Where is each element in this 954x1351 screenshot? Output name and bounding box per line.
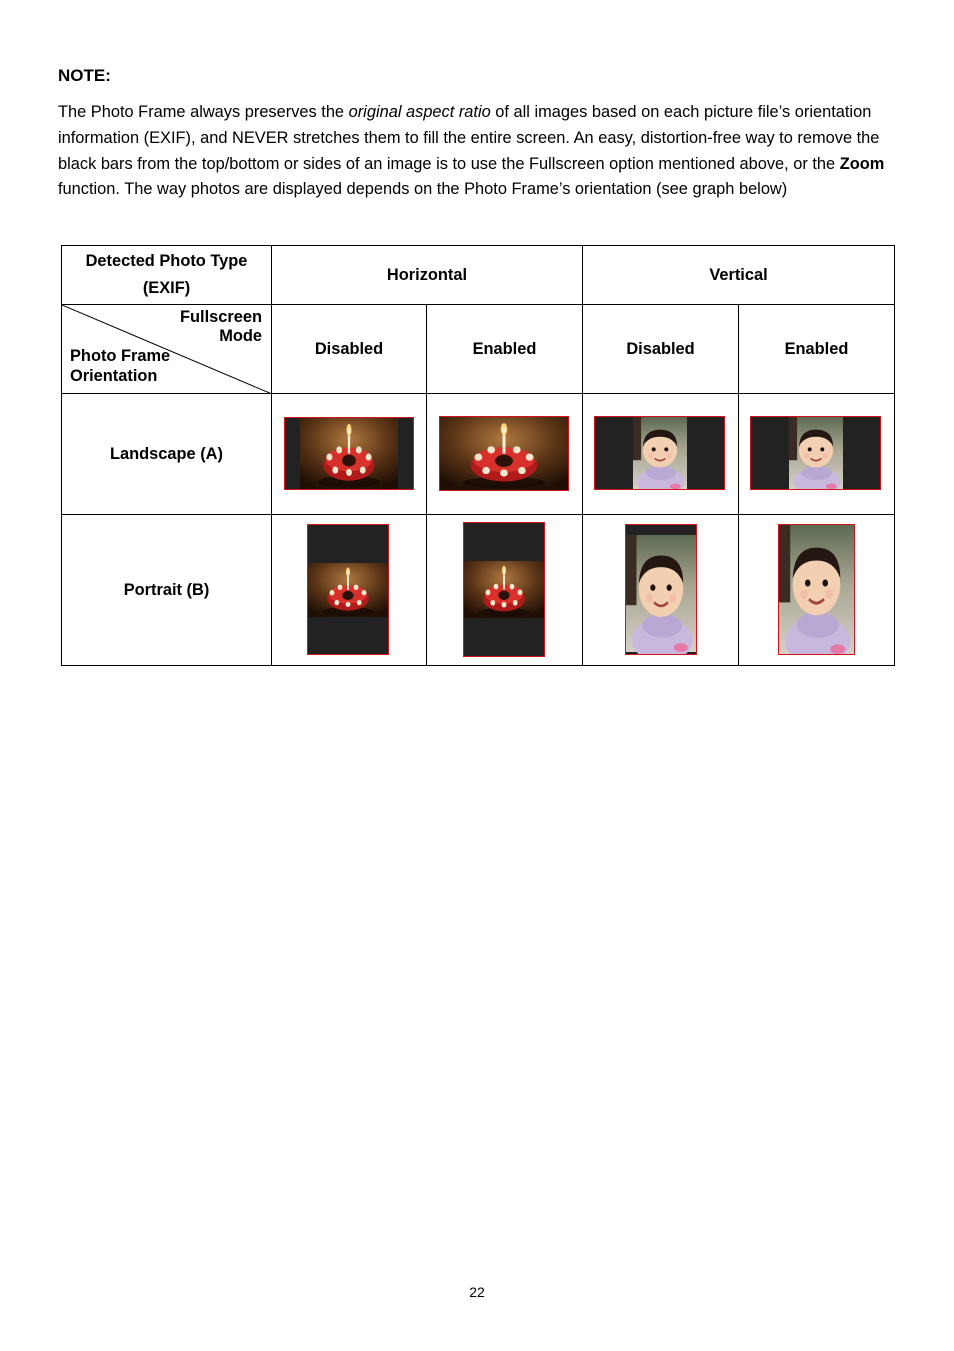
portrait-horizontal-enabled-cell (427, 515, 583, 666)
portrait-cake-letterboxed (307, 524, 389, 655)
col-vertical-enabled: Enabled (739, 305, 895, 394)
portrait-vertical-disabled-cell (583, 515, 739, 666)
portrait-baby-letterboxed (625, 524, 697, 655)
note-title: NOTE: (58, 66, 111, 85)
portrait-vertical-enabled-cell (739, 515, 895, 666)
note-text-1: The Photo Frame always preserves the (58, 103, 349, 121)
landscape-horizontal-enabled-cell (427, 394, 583, 515)
note-bold-zoom: Zoom (839, 154, 885, 173)
landscape-horizontal-disabled-cell (272, 394, 427, 515)
fullscreen-line-1: Fullscreen (180, 308, 262, 326)
landscape-cake-pillarboxed (284, 417, 414, 490)
frame-line-1: Photo Frame (70, 347, 171, 365)
row-label-portrait: Portrait (B) (62, 515, 272, 666)
note-italic-phrase: original aspect ratio (348, 103, 491, 121)
landscape-baby-fullscreen (750, 416, 881, 490)
landscape-baby-pillarboxed (594, 416, 725, 490)
portrait-horizontal-disabled-cell (272, 515, 427, 666)
frame-line-2: Orientation (70, 367, 158, 385)
note-paragraph (58, 100, 894, 203)
header-line-1: Detected Photo Type (85, 252, 248, 270)
vertical-header: Vertical (583, 246, 895, 305)
fullscreen-mode-label (180, 308, 262, 346)
col-vertical-disabled: Disabled (583, 305, 739, 394)
landscape-vertical-disabled-cell (583, 394, 739, 515)
page-number: 22 (469, 1284, 485, 1300)
detected-photo-type-header (62, 246, 272, 305)
display-mode-table (61, 245, 895, 666)
col-horizontal-enabled: Enabled (427, 305, 583, 394)
note-text-2: of all images based on each picture file’s orientation information (EXIF), and NEVER stretches them to fill the entire screen. An easy, distortion-free way to remove the black bars from the top/bottom or sides of an image is to use the Fullscreen option mentioned above, or the (58, 103, 880, 173)
photo-frame-orientation-label (70, 346, 170, 386)
horizontal-header: Horizontal (272, 246, 583, 305)
col-horizontal-disabled: Disabled (272, 305, 427, 394)
header-line-2: (EXIF) (142, 279, 191, 297)
note-text-3: function. The way photos are displayed depends on the Photo Frame’s orientation (see graph below) (58, 180, 788, 199)
portrait-cake-fullscreen (463, 522, 545, 657)
landscape-cake-fullscreen (439, 416, 569, 491)
fullscreen-line-2: Mode (219, 327, 262, 345)
diagonal-header-cell (62, 305, 272, 394)
portrait-baby-fullscreen (778, 524, 855, 655)
landscape-vertical-enabled-cell (739, 394, 895, 515)
row-label-landscape: Landscape (A) (62, 394, 272, 515)
